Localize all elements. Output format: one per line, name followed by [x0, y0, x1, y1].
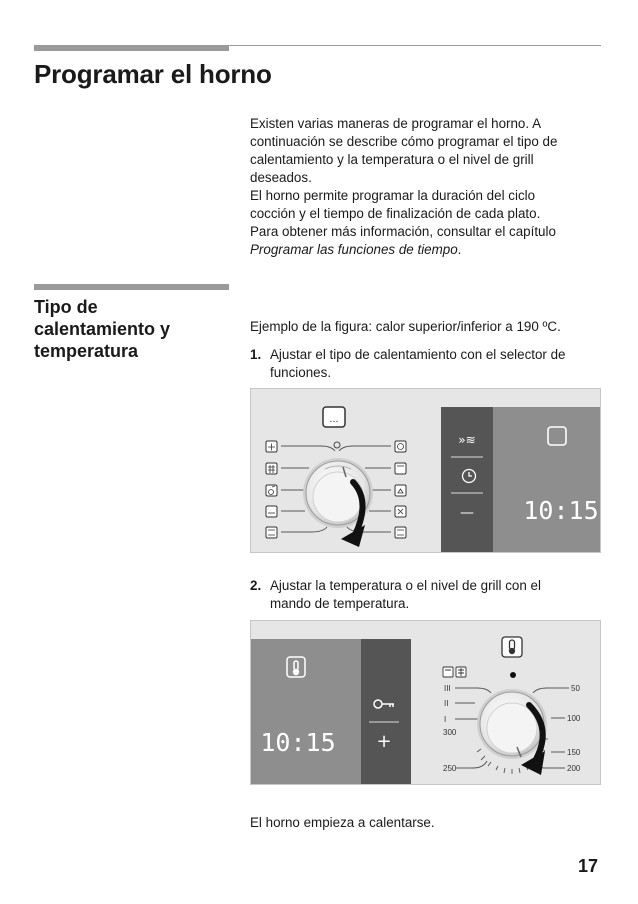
minus-symbol: —	[460, 505, 474, 521]
hot-air-icon: »≋	[458, 433, 476, 447]
temperature-selector-illustration	[251, 621, 600, 784]
display-main	[251, 639, 361, 784]
subsection-title	[34, 296, 224, 362]
display-left-strip	[441, 407, 493, 552]
grill-level-label: II	[444, 699, 449, 708]
page-number: 17	[578, 856, 599, 876]
intro-line: calentamiento y la temperatura o el nivel de grill	[250, 152, 534, 167]
temperature-knob	[477, 689, 547, 759]
result-text: El horno empieza a calentarse.	[250, 815, 435, 830]
step-number: 2.	[250, 578, 262, 593]
chapter-reference: Programar las funciones de tiempo	[250, 242, 458, 257]
step-1	[250, 346, 610, 382]
step-text: Ajustar la temperatura o el nivel de grill con el mando de temperatura.	[270, 578, 541, 611]
display-time: 10:15	[523, 496, 599, 525]
subsection-title-line: temperatura	[34, 341, 139, 361]
function-selector-illustration	[251, 389, 600, 552]
header-rule-thick	[34, 45, 229, 51]
intro-ref-line	[250, 241, 610, 259]
step-number: 1.	[250, 347, 262, 362]
intro-line: Existen varias maneras de programar el horno. A	[250, 116, 542, 131]
temp-label-right: 200	[567, 764, 581, 773]
intro-line: deseados.	[250, 170, 312, 185]
knob-marker	[510, 672, 516, 678]
intro-ref-end: .	[457, 242, 462, 257]
subsection-rule	[34, 284, 229, 290]
subsection-title-line: Tipo de	[34, 297, 98, 317]
step-2	[250, 577, 610, 613]
display-time: 10:15	[260, 728, 336, 757]
intro-line: Para obtener más información, consultar el capítulo	[250, 224, 556, 239]
temp-label-left: 250	[443, 764, 457, 773]
intro-paragraph	[250, 115, 610, 259]
display-main	[493, 407, 600, 552]
grill-icons	[443, 667, 466, 677]
page-title: Programar el horno	[34, 59, 272, 89]
temp-label-right: 150	[567, 748, 581, 757]
intro-line: El horno permite programar la duración del ciclo	[250, 188, 536, 203]
temp-label-right: 50	[571, 684, 580, 693]
example-caption: Ejemplo de la figura: calor superior/inferior a 190 ºC.	[250, 319, 561, 334]
step-text: Ajustar el tipo de calentamiento con el selector de funciones.	[270, 347, 566, 380]
header-rule-thin	[229, 45, 601, 46]
display-right-strip	[361, 639, 411, 784]
temp-label-right: 100	[567, 714, 581, 723]
subsection-title-line: calentamiento y	[34, 319, 171, 339]
knob-marker	[334, 442, 340, 448]
dots-symbol: ...	[329, 413, 339, 425]
plus-symbol: +	[376, 731, 392, 752]
temp-label-left: 300	[443, 728, 457, 737]
intro-line: continuación se describe cómo programar el tipo de	[250, 134, 558, 149]
figure-function-selector	[250, 388, 601, 553]
figure-temperature-selector	[250, 620, 601, 785]
intro-line: cocción y el tiempo de finalización de cada plato.	[250, 206, 541, 221]
grill-level-label: I	[444, 715, 447, 724]
grill-level-label: III	[444, 684, 451, 693]
temperature-indicator-icon	[502, 637, 522, 657]
